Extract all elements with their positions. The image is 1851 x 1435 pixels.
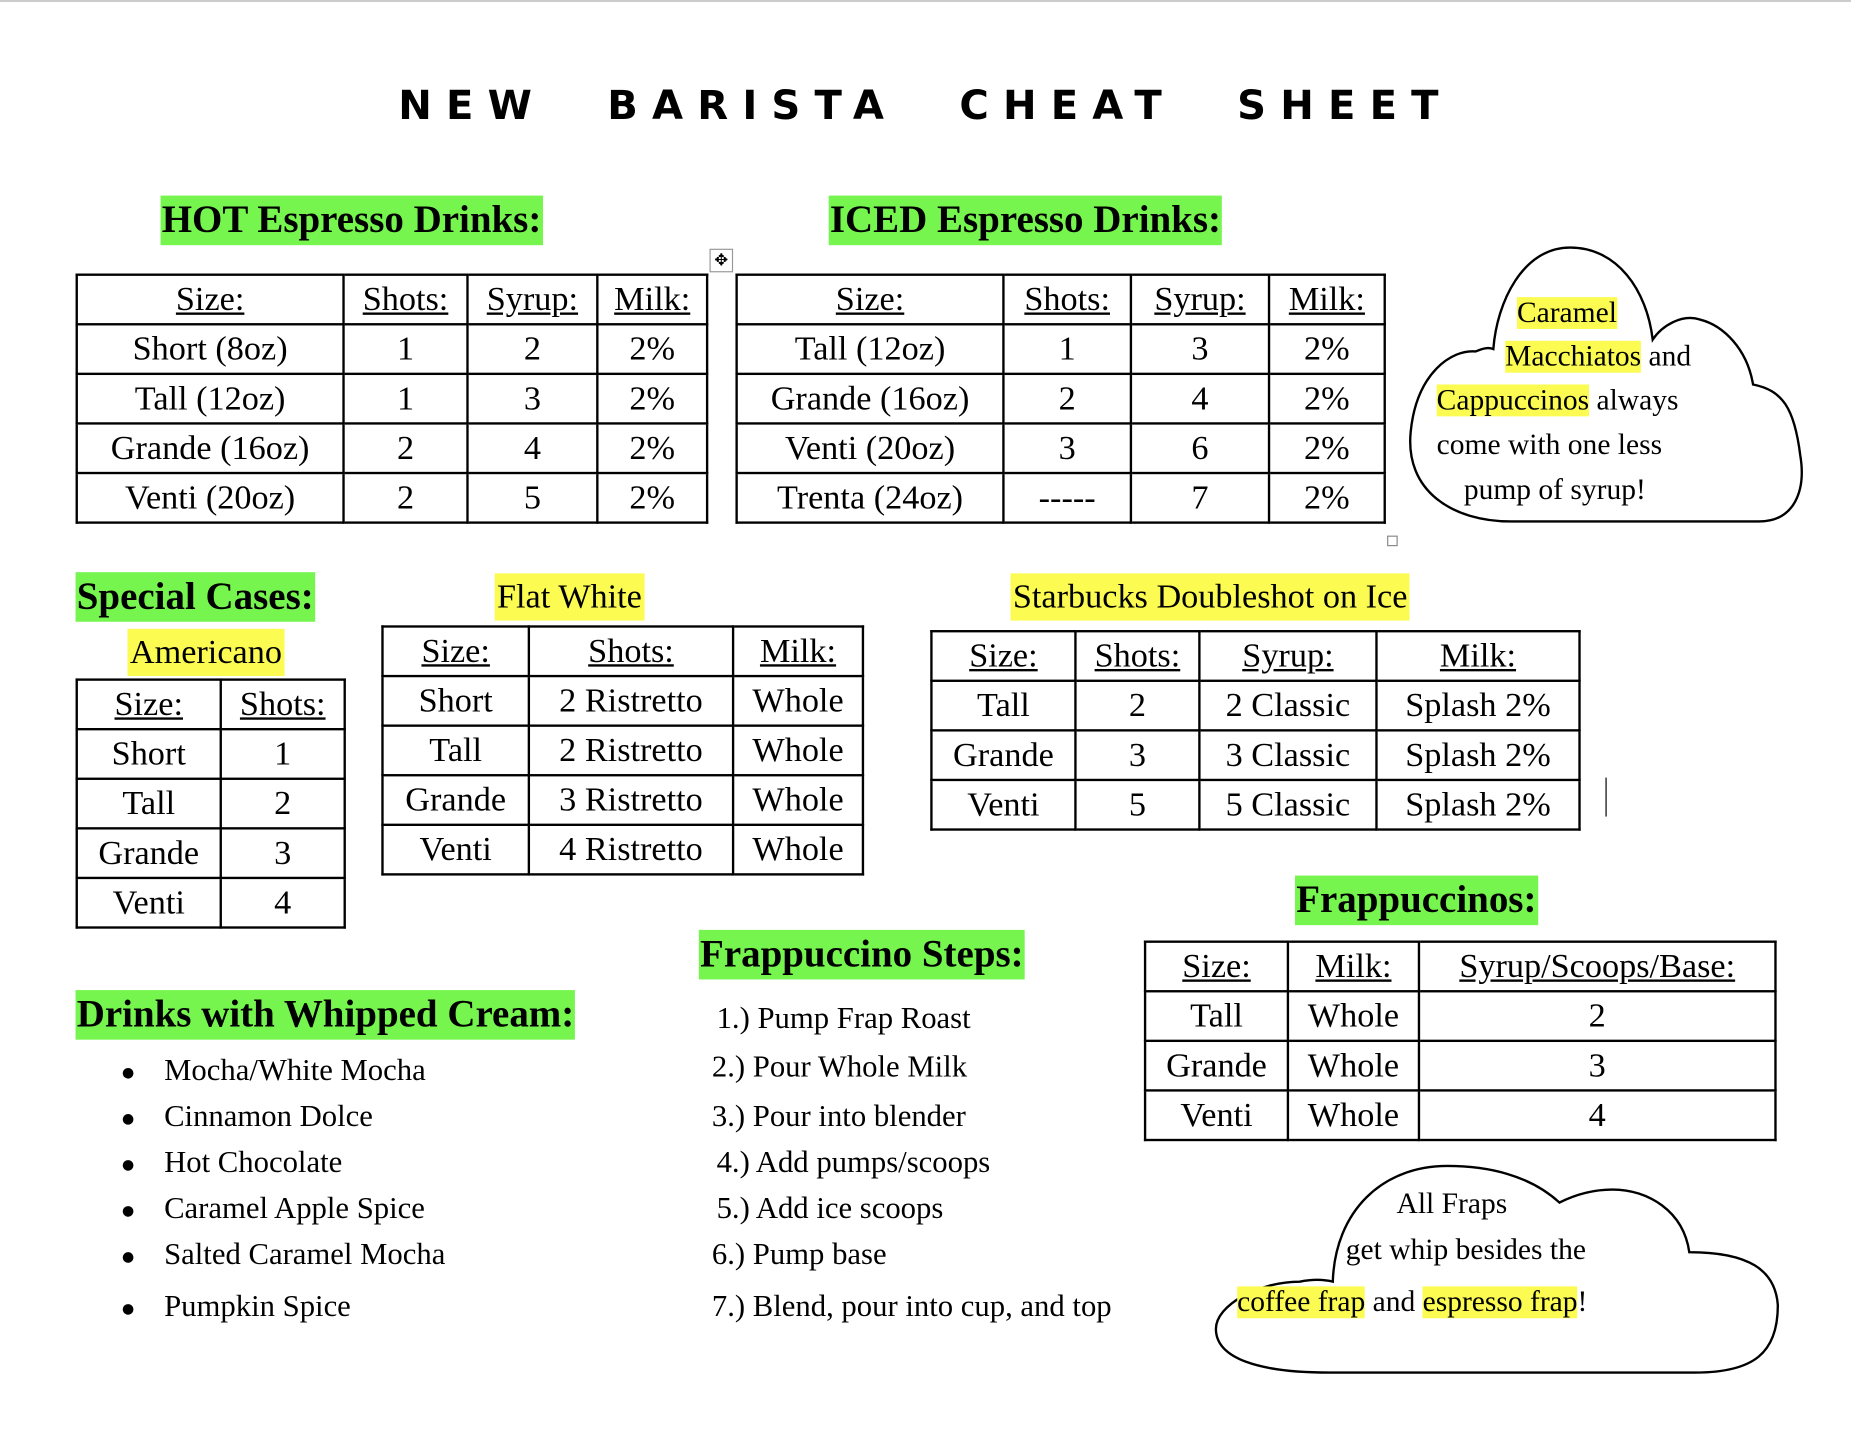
bullet-icon: [123, 1113, 134, 1124]
table-row: [931, 730, 1579, 780]
table-cell: 3: [1075, 730, 1199, 780]
table-header-row: [77, 275, 707, 325]
table-header-row: [382, 626, 862, 676]
table-row: [382, 825, 862, 875]
table-cell: 7: [1131, 473, 1269, 523]
table-row: [737, 473, 1385, 523]
table-cell: 3: [1003, 423, 1130, 473]
table-row: [77, 779, 345, 829]
column-header: Milk:: [1376, 631, 1579, 681]
list-item: [123, 1139, 446, 1185]
table-cell: Tall: [77, 779, 221, 829]
table-row: [1145, 991, 1775, 1041]
table-cell: 1: [1003, 324, 1130, 374]
step-item: 6.) Pump base: [711, 1236, 887, 1272]
hot-heading: HOT Espresso Drinks:: [161, 196, 543, 246]
table-cell: Tall: [1145, 991, 1288, 1041]
table-cell: 2%: [597, 423, 707, 473]
table-header-row: [77, 680, 345, 730]
column-header: Syrup:: [1199, 631, 1376, 681]
cloud1-line: Macchiatos: [1505, 340, 1642, 373]
column-header: Syrup:: [1131, 275, 1269, 325]
column-header: Size:: [382, 626, 528, 676]
list-item-text: Salted Caramel Mocha: [164, 1236, 446, 1272]
cloud1-line: Cappuccinos: [1436, 384, 1590, 417]
list-item: [123, 1093, 446, 1139]
table-cell: Grande (16oz): [77, 423, 344, 473]
column-header: Milk:: [1269, 275, 1385, 325]
table-cell: Venti: [77, 878, 221, 928]
column-header: Size:: [77, 680, 221, 730]
step-item: 5.) Add ice scoops: [716, 1190, 944, 1225]
column-header: Milk:: [597, 275, 707, 325]
table-cell: 2%: [1269, 324, 1385, 374]
table-cell: Grande: [1145, 1041, 1288, 1091]
text-cursor: [1605, 778, 1606, 817]
table-cell: 2%: [597, 473, 707, 523]
list-item-text: Pumpkin Spice: [164, 1288, 351, 1323]
table-cell: Grande: [382, 775, 528, 825]
table-cell: Trenta (24oz): [737, 473, 1004, 523]
page-title: NEW BARISTA CHEAT SHEET: [398, 82, 1453, 130]
table-cell: Splash 2%: [1376, 681, 1579, 731]
table-row: [77, 729, 345, 779]
cloud1-line: and: [1648, 340, 1692, 373]
flat-white-table: [381, 625, 864, 875]
table-cell: -----: [1003, 473, 1130, 523]
table-cell: 4 Ristretto: [529, 825, 733, 875]
table-cell: 3 Classic: [1199, 730, 1376, 780]
step-item: 4.) Add pumps/scoops: [716, 1144, 991, 1179]
table-cell: 2%: [597, 374, 707, 424]
table-cell: Splash 2%: [1376, 780, 1579, 830]
list-item-text: Hot Chocolate: [164, 1144, 343, 1179]
column-header: Syrup:: [467, 275, 597, 325]
table-cell: 2: [221, 779, 345, 829]
table-row: [1145, 1041, 1775, 1091]
list-item: [123, 1283, 446, 1329]
cloud2-line: espresso frap: [1422, 1286, 1578, 1319]
cloud1-line: always: [1596, 384, 1679, 417]
flat-white-heading: Flat White: [495, 573, 645, 620]
table-cell: Whole: [1288, 1041, 1419, 1091]
cloud2-line: and: [1372, 1286, 1416, 1319]
table-cell: 6: [1131, 423, 1269, 473]
table-move-handle-icon[interactable]: ✥: [709, 249, 733, 273]
cloud1-line: pump of syrup!: [1463, 474, 1646, 507]
table-row: [77, 324, 707, 374]
bullet-icon: [123, 1160, 134, 1171]
table-cell: Grande: [77, 828, 221, 878]
table-cell: Tall (12oz): [737, 324, 1004, 374]
iced-heading: ICED Espresso Drinks:: [829, 196, 1222, 246]
list-item: [123, 1231, 446, 1277]
table-cell: 2: [1075, 681, 1199, 731]
table-cell: 2: [1419, 991, 1776, 1041]
step-item: 2.) Pour Whole Milk: [711, 1049, 968, 1084]
bullet-icon: [123, 1304, 134, 1315]
frappuccino-table: [1144, 940, 1777, 1141]
table-row: [77, 828, 345, 878]
table-cell: Short (8oz): [77, 324, 344, 374]
frappuccino-steps-heading: Frappuccino Steps:: [699, 930, 1025, 980]
table-cell: Whole: [733, 676, 863, 726]
table-cell: 5: [467, 473, 597, 523]
table-cell: 3: [221, 828, 345, 878]
cloud2-line: coffee frap: [1237, 1286, 1366, 1319]
table-row: [737, 324, 1385, 374]
table-cell: Venti (20oz): [77, 473, 344, 523]
frappuccino-steps-list: [712, 995, 1112, 1329]
table-cell: 2%: [1269, 473, 1385, 523]
table-cell: Whole: [733, 775, 863, 825]
list-item-text: Caramel Apple Spice: [164, 1190, 425, 1225]
column-header: Milk:: [1288, 942, 1419, 992]
table-row: [931, 681, 1579, 731]
table-row: [737, 374, 1385, 424]
table-cell: Short: [77, 729, 221, 779]
table-row: [77, 423, 707, 473]
table-cell: 3: [1419, 1041, 1776, 1091]
table-row: [382, 726, 862, 776]
column-header: Shots:: [344, 275, 468, 325]
table-cell: Venti (20oz): [737, 423, 1004, 473]
table-cell: 2: [344, 473, 468, 523]
table-cell: 3 Ristretto: [529, 775, 733, 825]
iced-espresso-table: [735, 274, 1385, 524]
table-cell: Whole: [1288, 1090, 1419, 1140]
table-cell: 2: [1003, 374, 1130, 424]
table-cell: Tall: [382, 726, 528, 776]
table-row: [77, 473, 707, 523]
table-cell: 2 Ristretto: [529, 726, 733, 776]
table-cell: 4: [221, 878, 345, 928]
column-header: Shots:: [221, 680, 345, 730]
list-item-text: Mocha/White Mocha: [164, 1052, 426, 1087]
whipped-cream-list: [123, 1047, 446, 1329]
table-cell: 2 Classic: [1199, 681, 1376, 731]
table-row: [1145, 1090, 1775, 1140]
table-cell: 1: [221, 729, 345, 779]
cloud2-line: All Fraps: [1396, 1188, 1508, 1221]
americano-heading: Americano: [127, 629, 284, 676]
cloud2-line: get whip besides the: [1345, 1234, 1586, 1267]
list-item-text: Cinnamon Dolce: [164, 1098, 373, 1133]
table-row: [77, 374, 707, 424]
table-cell: 2%: [597, 324, 707, 374]
cloud1-line: come with one less: [1436, 429, 1663, 462]
column-header: Shots:: [1003, 275, 1130, 325]
table-cell: 2: [467, 324, 597, 374]
table-cell: 4: [1131, 374, 1269, 424]
table-cell: Whole: [733, 825, 863, 875]
frappuccinos-heading: Frappuccinos:: [1295, 876, 1538, 926]
table-cell: Grande (16oz): [737, 374, 1004, 424]
table-row: [382, 676, 862, 726]
table-cell: Tall: [931, 681, 1075, 731]
bullet-icon: [123, 1067, 134, 1078]
column-header: Milk:: [733, 626, 863, 676]
column-header: Size:: [1145, 942, 1288, 992]
list-item: [123, 1185, 446, 1231]
table-cell: 1: [344, 324, 468, 374]
column-header: Shots:: [1075, 631, 1199, 681]
column-header: Shots:: [529, 626, 733, 676]
whipped-cream-heading: Drinks with Whipped Cream:: [76, 990, 576, 1040]
table-row: [77, 878, 345, 928]
table-cell: 2%: [1269, 374, 1385, 424]
table-cell: Tall (12oz): [77, 374, 344, 424]
table-cell: Grande: [931, 730, 1075, 780]
table-row: [931, 780, 1579, 830]
table-cell: 2 Ristretto: [529, 676, 733, 726]
table-header-row: [931, 631, 1579, 681]
table-cell: 1: [344, 374, 468, 424]
table-header-row: [1145, 942, 1775, 992]
table-cell: 2%: [1269, 423, 1385, 473]
cloud1-line: Caramel: [1516, 297, 1617, 329]
table-cell: 5: [1075, 780, 1199, 830]
table-cell: Venti: [382, 825, 528, 875]
cloud2-line: !: [1577, 1286, 1588, 1319]
table-cell: Venti: [1145, 1090, 1288, 1140]
table-cell: 3: [1131, 324, 1269, 374]
column-header: Size:: [737, 275, 1004, 325]
step-item: 1.) Pump Frap Roast: [716, 1000, 971, 1035]
table-cell: Whole: [1288, 991, 1419, 1041]
step-item: 7.) Blend, pour into cup, and top: [711, 1288, 1112, 1323]
table-cell: 5 Classic: [1199, 780, 1376, 830]
table-cell: 3: [467, 374, 597, 424]
bullet-icon: [123, 1252, 134, 1263]
table-cell: Short: [382, 676, 528, 726]
column-header: Syrup/Scoops/Base:: [1419, 942, 1776, 992]
doubleshot-table: [930, 630, 1580, 831]
column-header: Size:: [931, 631, 1075, 681]
list-item: [123, 1047, 446, 1093]
table-cell: 2: [344, 423, 468, 473]
step-item: 3.) Pour into blender: [711, 1098, 966, 1133]
bullet-icon: [123, 1206, 134, 1217]
table-cell: 4: [1419, 1090, 1776, 1140]
table-header-row: [737, 275, 1385, 325]
table-cell: 4: [467, 423, 597, 473]
table-row: [737, 423, 1385, 473]
hot-espresso-table: [76, 274, 709, 524]
table-cell: Splash 2%: [1376, 730, 1579, 780]
doubleshot-heading: Starbucks Doubleshot on Ice: [1011, 573, 1410, 620]
table-row: [382, 775, 862, 825]
table-cell: Venti: [931, 780, 1075, 830]
column-header: Size:: [77, 275, 344, 325]
special-cases-heading: Special Cases:: [76, 572, 315, 622]
americano-table: [76, 678, 346, 928]
document-page: [0, 2, 1851, 1435]
table-cell: Whole: [733, 726, 863, 776]
table-resize-handle-icon[interactable]: [1387, 536, 1398, 547]
